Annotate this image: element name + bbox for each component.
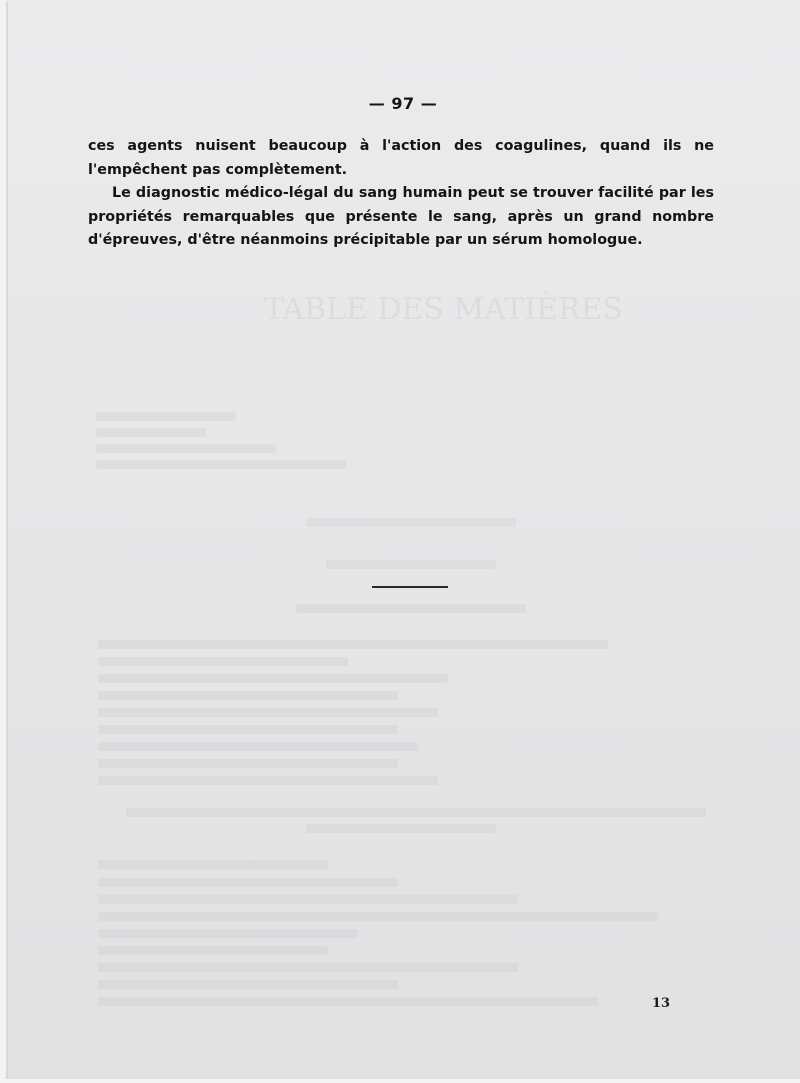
bleed-through-line: [98, 674, 448, 683]
bleed-through-line: [98, 895, 518, 904]
bleed-through-line: [98, 759, 398, 768]
bleed-through-line: [126, 808, 706, 817]
bleed-through-line: [98, 725, 398, 734]
bleed-through-line: [98, 929, 358, 938]
bleed-through-line: [306, 518, 516, 527]
bleed-through-line: [98, 708, 438, 717]
bleed-through-line: [98, 946, 328, 955]
bleed-through-line: [98, 980, 398, 989]
scan-bottom-margin: [0, 1079, 800, 1083]
bleed-through-line: [96, 412, 236, 421]
signature-mark: 13: [652, 996, 671, 1011]
body-text: [88, 135, 714, 253]
paragraph-continuation: ces agents nuisent beaucoup à l'action des coagulines, quand ils ne l'empêchent pas complètement.: [88, 138, 714, 178]
page-number: — 97 —: [368, 94, 438, 113]
bleed-through-line: [96, 428, 206, 437]
bleed-through-line: [98, 997, 598, 1006]
bleed-through-line: [98, 691, 398, 700]
bleed-through-line: [96, 460, 346, 469]
bleed-through-line: [98, 963, 518, 972]
bleed-through-line: [98, 657, 348, 666]
bleed-through-line: [296, 604, 526, 613]
bleed-through-line: [98, 742, 418, 751]
bleed-through-line: [306, 824, 496, 833]
bleed-through-line: [98, 912, 658, 921]
bleed-through-line: [98, 878, 398, 887]
bleed-through-line: [98, 640, 608, 649]
section-separator-rule: [372, 586, 448, 588]
document-page: [6, 2, 800, 1079]
bleed-through-heading: TABLE DES MATIÈRES: [264, 292, 624, 327]
bleed-through-line: [326, 560, 496, 569]
paragraph-diagnostic: Le diagnostic médico-légal du sang humain peut se trouver facilité par les propriétés remarquables que présente le sang, après un grand nombre d'épreuves, d'être néanmoins précipitable par un sérum homologue.: [88, 185, 714, 249]
bleed-through-line: [98, 776, 438, 785]
bleed-through-line: [96, 444, 276, 453]
bleed-through-line: [98, 860, 328, 869]
